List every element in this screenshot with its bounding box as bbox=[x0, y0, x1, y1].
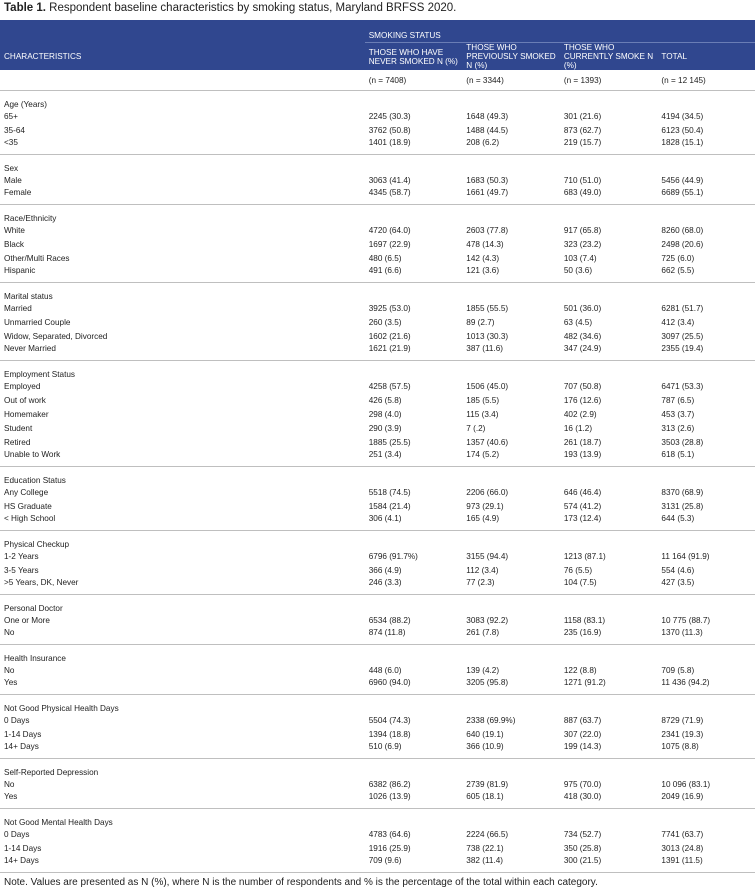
cell-previously-smoked: 185 (5.5) bbox=[466, 395, 500, 405]
cell-characteristic: 0 Days bbox=[4, 715, 30, 725]
cell-currently-smoke: 574 (41.2) bbox=[563, 501, 602, 511]
table-row bbox=[0, 223, 755, 237]
cell-never-smoked: 5504 (74.3) bbox=[368, 715, 411, 725]
sample-size-total: (n = 12 145) bbox=[657, 70, 755, 91]
cell-never-smoked: 1026 (13.9) bbox=[365, 791, 463, 809]
cell-previously-smoked: 2206 (66.0) bbox=[466, 487, 509, 497]
cell-never-smoked: 6960 (94.0) bbox=[365, 677, 463, 695]
table-row bbox=[0, 343, 755, 361]
cell-previously-smoked: 115 (3.4) bbox=[466, 409, 499, 419]
cell-total: 453 (3.7) bbox=[661, 409, 695, 419]
cell-currently-smoke: 261 (18.7) bbox=[563, 437, 602, 447]
baseline-characteristics-table bbox=[0, 20, 755, 873]
cell-currently-smoke: 103 (7.4) bbox=[563, 253, 597, 263]
cell-characteristic: One or More bbox=[4, 615, 50, 625]
cell-previously-smoked: 478 (14.3) bbox=[466, 239, 504, 249]
group-title: Race/Ethnicity bbox=[4, 214, 57, 223]
cell-never-smoked: 6796 (91.7%) bbox=[368, 551, 418, 561]
group-title: Physical Checkup bbox=[4, 540, 70, 549]
table-row bbox=[0, 435, 755, 449]
cell-previously-smoked: 605 (18.1) bbox=[462, 791, 560, 809]
cell-total: 11 164 (91.9) bbox=[661, 551, 710, 561]
group-title: Not Good Mental Health Days bbox=[4, 818, 113, 827]
cell-previously-smoked: 1661 (49.7) bbox=[462, 187, 560, 205]
cell-characteristic: 35-64 bbox=[4, 125, 25, 135]
cell-never-smoked: 1401 (18.9) bbox=[365, 137, 463, 155]
cell-previously-smoked: 7 (.2) bbox=[466, 423, 486, 433]
cell-total: 662 (5.5) bbox=[657, 265, 755, 283]
cell-total: 1391 (11.5) bbox=[657, 855, 755, 873]
cell-currently-smoke: 734 (52.7) bbox=[563, 829, 602, 839]
cell-characteristic: <35 bbox=[0, 137, 365, 155]
cell-currently-smoke: 350 (25.8) bbox=[563, 843, 602, 853]
group-header-row bbox=[0, 91, 755, 110]
cell-previously-smoked: 3083 (92.2) bbox=[466, 615, 509, 625]
cell-total: 7741 (63.7) bbox=[661, 829, 704, 839]
cell-total: 412 (3.4) bbox=[661, 317, 695, 327]
sample-size-currently: (n = 1393) bbox=[560, 70, 658, 91]
cell-never-smoked: 510 (6.9) bbox=[365, 741, 463, 759]
cell-currently-smoke: 1213 (87.1) bbox=[563, 551, 606, 561]
cell-currently-smoke: 482 (34.6) bbox=[563, 331, 602, 341]
cell-characteristic: 3-5 Years bbox=[4, 565, 39, 575]
cell-total: 709 (5.8) bbox=[661, 665, 695, 675]
cell-total: 5456 (44.9) bbox=[661, 175, 704, 185]
cell-never-smoked: 4720 (64.0) bbox=[368, 225, 411, 235]
group-header-row bbox=[0, 645, 755, 664]
cell-total: 8729 (71.9) bbox=[661, 715, 704, 725]
table-row bbox=[0, 449, 755, 467]
cell-previously-smoked: 2739 (81.9) bbox=[466, 779, 509, 789]
cell-never-smoked: 874 (11.8) bbox=[365, 627, 463, 645]
cell-characteristic: Homemaker bbox=[4, 409, 49, 419]
cell-currently-smoke: 219 (15.7) bbox=[560, 137, 658, 155]
cell-currently-smoke: 975 (70.0) bbox=[563, 779, 602, 789]
cell-total: 6471 (53.3) bbox=[661, 381, 704, 391]
cell-never-smoked: 5518 (74.5) bbox=[368, 487, 411, 497]
table-row bbox=[0, 777, 755, 791]
cell-total: 2498 (20.6) bbox=[661, 239, 704, 249]
table-row bbox=[0, 841, 755, 855]
table-row bbox=[0, 187, 755, 205]
cell-total: 554 (4.6) bbox=[661, 565, 695, 575]
cell-currently-smoke: 707 (50.8) bbox=[563, 381, 602, 391]
cell-never-smoked: 1621 (21.9) bbox=[365, 343, 463, 361]
cell-characteristic: Hispanic bbox=[0, 265, 365, 283]
column-header-previously-smoked: THOSE WHO PREVIOUSLY SMOKED N (%) bbox=[462, 43, 560, 71]
cell-currently-smoke: 710 (51.0) bbox=[563, 175, 602, 185]
cell-characteristic: Out of work bbox=[4, 395, 46, 405]
cell-currently-smoke: 323 (23.2) bbox=[563, 239, 602, 249]
cell-previously-smoked: 2603 (77.8) bbox=[466, 225, 509, 235]
cell-never-smoked: 2245 (30.3) bbox=[368, 111, 411, 121]
cell-characteristic: Any College bbox=[4, 487, 49, 497]
table-row bbox=[0, 791, 755, 809]
table-row bbox=[0, 549, 755, 563]
cell-currently-smoke: 873 (62.7) bbox=[563, 125, 602, 135]
cell-previously-smoked: 640 (19.1) bbox=[466, 729, 504, 739]
cell-previously-smoked: 2338 (69.9%) bbox=[466, 715, 516, 725]
cell-never-smoked: 491 (6.6) bbox=[365, 265, 463, 283]
cell-currently-smoke: 122 (8.8) bbox=[563, 665, 597, 675]
cell-currently-smoke: 887 (63.7) bbox=[563, 715, 602, 725]
group-header-row bbox=[0, 759, 755, 778]
cell-currently-smoke: 1271 (91.2) bbox=[560, 677, 658, 695]
table-row bbox=[0, 727, 755, 741]
table-row bbox=[0, 513, 755, 531]
cell-characteristic: Black bbox=[4, 239, 25, 249]
group-title: Self-Reported Depression bbox=[4, 768, 99, 777]
cell-total: 1370 (11.3) bbox=[657, 627, 755, 645]
cell-never-smoked: 1602 (21.6) bbox=[368, 331, 411, 341]
cell-currently-smoke: 176 (12.6) bbox=[563, 395, 602, 405]
cell-currently-smoke: 501 (36.0) bbox=[563, 303, 602, 313]
cell-total: 427 (3.5) bbox=[657, 577, 755, 595]
cell-never-smoked: 448 (6.0) bbox=[368, 665, 402, 675]
cell-never-smoked: 1916 (25.9) bbox=[368, 843, 411, 853]
cell-currently-smoke: 50 (3.6) bbox=[560, 265, 658, 283]
cell-never-smoked: 1697 (22.9) bbox=[368, 239, 411, 249]
table-row bbox=[0, 827, 755, 841]
table-row bbox=[0, 137, 755, 155]
cell-never-smoked: 6382 (86.2) bbox=[368, 779, 411, 789]
cell-never-smoked: 366 (4.9) bbox=[368, 565, 402, 575]
cell-characteristic: Widow, Separated, Divorced bbox=[4, 331, 108, 341]
cell-total: 8370 (68.9) bbox=[661, 487, 704, 497]
cell-characteristic: Student bbox=[4, 423, 33, 433]
cell-total: 11 436 (94.2) bbox=[657, 677, 755, 695]
table-row bbox=[0, 421, 755, 435]
group-header-row bbox=[0, 155, 755, 174]
table-row bbox=[0, 329, 755, 343]
cell-characteristic: No bbox=[0, 627, 365, 645]
group-header-row bbox=[0, 205, 755, 224]
cell-currently-smoke: 917 (65.8) bbox=[563, 225, 602, 235]
cell-previously-smoked: 1683 (50.3) bbox=[466, 175, 509, 185]
cell-never-smoked: 251 (3.4) bbox=[365, 449, 463, 467]
cell-previously-smoked: 139 (4.2) bbox=[466, 665, 500, 675]
column-header-currently-smoke: THOSE WHO CURRENTLY SMOKE N (%) bbox=[560, 43, 658, 71]
cell-currently-smoke: 683 (49.0) bbox=[560, 187, 658, 205]
cell-characteristic: >5 Years, DK, Never bbox=[0, 577, 365, 595]
table-footnote: Note. Values are presented as N (%), where N is the number of respondents and % is the percentage of the total within each category. bbox=[4, 877, 598, 888]
cell-previously-smoked: 1357 (40.6) bbox=[466, 437, 509, 447]
cell-total: 6281 (51.7) bbox=[661, 303, 704, 313]
cell-never-smoked: 4345 (58.7) bbox=[365, 187, 463, 205]
cell-characteristic: No bbox=[4, 779, 15, 789]
table-row bbox=[0, 173, 755, 187]
table-row bbox=[0, 265, 755, 283]
cell-characteristic: Female bbox=[0, 187, 365, 205]
cell-previously-smoked: 382 (11.4) bbox=[462, 855, 560, 873]
table-row bbox=[0, 499, 755, 513]
cell-never-smoked: 4783 (64.6) bbox=[368, 829, 411, 839]
cell-total: 618 (5.1) bbox=[657, 449, 755, 467]
table-row bbox=[0, 109, 755, 123]
table-row bbox=[0, 627, 755, 645]
cell-currently-smoke: 1158 (83.1) bbox=[563, 615, 606, 625]
cell-characteristic: Unmarried Couple bbox=[4, 317, 71, 327]
cell-previously-smoked: 77 (2.3) bbox=[462, 577, 560, 595]
cell-currently-smoke: 301 (21.6) bbox=[563, 111, 602, 121]
column-header-total: TOTAL bbox=[657, 43, 755, 71]
cell-previously-smoked: 208 (6.2) bbox=[462, 137, 560, 155]
table-row bbox=[0, 663, 755, 677]
group-header-row bbox=[0, 809, 755, 828]
cell-total: 6689 (55.1) bbox=[657, 187, 755, 205]
table-caption-label: Table 1. bbox=[4, 2, 46, 14]
cell-characteristic: Male bbox=[4, 175, 22, 185]
cell-characteristic: 1-14 Days bbox=[4, 729, 42, 739]
table-row bbox=[0, 577, 755, 595]
header-blank-cell bbox=[0, 20, 365, 43]
cell-never-smoked: 1584 (21.4) bbox=[368, 501, 411, 511]
group-title: Age (Years) bbox=[4, 100, 47, 109]
cell-previously-smoked: 165 (4.9) bbox=[462, 513, 560, 531]
cell-never-smoked: 3762 (50.8) bbox=[368, 125, 411, 135]
cell-never-smoked: 306 (4.1) bbox=[365, 513, 463, 531]
cell-previously-smoked: 3155 (94.4) bbox=[466, 551, 509, 561]
table-row bbox=[0, 237, 755, 251]
cell-characteristic: Yes bbox=[0, 791, 365, 809]
cell-currently-smoke: 16 (1.2) bbox=[563, 423, 593, 433]
cell-currently-smoke: 63 (4.5) bbox=[563, 317, 593, 327]
cell-never-smoked: 480 (6.5) bbox=[368, 253, 402, 263]
cell-currently-smoke: 235 (16.9) bbox=[560, 627, 658, 645]
header-group-row bbox=[0, 20, 755, 43]
table-row bbox=[0, 713, 755, 727]
table-row bbox=[0, 123, 755, 137]
cell-never-smoked: 426 (5.8) bbox=[368, 395, 402, 405]
group-title: Not Good Physical Health Days bbox=[4, 704, 119, 713]
cell-previously-smoked: 142 (4.3) bbox=[466, 253, 500, 263]
table-row bbox=[0, 855, 755, 873]
table-caption bbox=[4, 2, 456, 14]
cell-total: 1828 (15.1) bbox=[657, 137, 755, 155]
table-row bbox=[0, 485, 755, 499]
cell-previously-smoked: 1648 (49.3) bbox=[466, 111, 509, 121]
cell-total: 8260 (68.0) bbox=[661, 225, 704, 235]
cell-never-smoked: 6534 (88.2) bbox=[368, 615, 411, 625]
cell-characteristic: 1-14 Days bbox=[4, 843, 42, 853]
cell-total: 787 (6.5) bbox=[661, 395, 695, 405]
group-header-row bbox=[0, 531, 755, 550]
cell-characteristic: 65+ bbox=[4, 111, 18, 121]
group-header-row bbox=[0, 467, 755, 486]
cell-characteristic: Yes bbox=[0, 677, 365, 695]
table-row bbox=[0, 677, 755, 695]
table-row bbox=[0, 407, 755, 421]
cell-characteristic: White bbox=[4, 225, 25, 235]
cell-total: 3097 (25.5) bbox=[661, 331, 704, 341]
column-header-never-smoked: THOSE WHO HAVE NEVER SMOKED N (%) bbox=[365, 43, 463, 71]
cell-previously-smoked: 366 (10.9) bbox=[462, 741, 560, 759]
cell-currently-smoke: 300 (21.5) bbox=[560, 855, 658, 873]
cell-characteristic: Never Married bbox=[0, 343, 365, 361]
cell-previously-smoked: 261 (7.8) bbox=[462, 627, 560, 645]
cell-previously-smoked: 387 (11.6) bbox=[462, 343, 560, 361]
cell-never-smoked: 246 (3.3) bbox=[365, 577, 463, 595]
group-header-row bbox=[0, 595, 755, 614]
cell-previously-smoked: 121 (3.6) bbox=[462, 265, 560, 283]
group-title: Education Status bbox=[4, 476, 66, 485]
cell-currently-smoke: 646 (46.4) bbox=[563, 487, 602, 497]
table-row bbox=[0, 613, 755, 627]
cell-previously-smoked: 1506 (45.0) bbox=[466, 381, 509, 391]
cell-characteristic: Married bbox=[4, 303, 32, 313]
cell-total: 3131 (25.8) bbox=[661, 501, 704, 511]
cell-characteristic: Unable to Work bbox=[0, 449, 365, 467]
cell-total: 1075 (8.8) bbox=[657, 741, 755, 759]
cell-previously-smoked: 3205 (95.8) bbox=[462, 677, 560, 695]
cell-total: 4194 (34.5) bbox=[661, 111, 704, 121]
cell-previously-smoked: 174 (5.2) bbox=[462, 449, 560, 467]
cell-currently-smoke: 402 (2.9) bbox=[563, 409, 597, 419]
group-title: Sex bbox=[4, 164, 19, 173]
cell-previously-smoked: 1013 (30.3) bbox=[466, 331, 509, 341]
cell-characteristic: 14+ Days bbox=[0, 741, 365, 759]
cell-never-smoked: 298 (4.0) bbox=[368, 409, 402, 419]
cell-previously-smoked: 1855 (55.5) bbox=[466, 303, 509, 313]
cell-total: 10 096 (83.1) bbox=[661, 779, 711, 789]
cell-currently-smoke: 199 (14.3) bbox=[560, 741, 658, 759]
cell-characteristic: Employed bbox=[4, 381, 41, 391]
group-header-row bbox=[0, 283, 755, 302]
table-body bbox=[0, 70, 755, 873]
cell-never-smoked: 290 (3.9) bbox=[368, 423, 402, 433]
cell-previously-smoked: 1488 (44.5) bbox=[466, 125, 509, 135]
cell-currently-smoke: 307 (22.0) bbox=[563, 729, 602, 739]
cell-characteristic: Retired bbox=[4, 437, 31, 447]
cell-never-smoked: 1394 (18.8) bbox=[368, 729, 411, 739]
table-row bbox=[0, 563, 755, 577]
cell-never-smoked: 3925 (53.0) bbox=[368, 303, 411, 313]
table-row bbox=[0, 315, 755, 329]
cell-previously-smoked: 112 (3.4) bbox=[466, 565, 499, 575]
table-row bbox=[0, 393, 755, 407]
column-header-characteristics: CHARACTERISTICS bbox=[0, 43, 365, 71]
table-row bbox=[0, 741, 755, 759]
cell-total: 2355 (19.4) bbox=[657, 343, 755, 361]
cell-currently-smoke: 347 (24.9) bbox=[560, 343, 658, 361]
cell-previously-smoked: 89 (2.7) bbox=[466, 317, 495, 327]
sample-size-row bbox=[0, 70, 755, 91]
cell-characteristic: 0 Days bbox=[4, 829, 30, 839]
cell-previously-smoked: 738 (22.1) bbox=[466, 843, 504, 853]
cell-characteristic: 14+ Days bbox=[0, 855, 365, 873]
smoking-status-group-header: SMOKING STATUS bbox=[365, 20, 755, 43]
group-title: Health Insurance bbox=[4, 654, 66, 663]
group-title: Employment Status bbox=[4, 370, 75, 379]
sample-size-never: (n = 7408) bbox=[365, 70, 463, 91]
table-row bbox=[0, 379, 755, 393]
cell-never-smoked: 709 (9.6) bbox=[365, 855, 463, 873]
cell-total: 6123 (50.4) bbox=[661, 125, 704, 135]
table-row bbox=[0, 301, 755, 315]
group-header-row bbox=[0, 695, 755, 714]
cell-currently-smoke: 418 (30.0) bbox=[560, 791, 658, 809]
cell-currently-smoke: 76 (5.5) bbox=[563, 565, 593, 575]
cell-never-smoked: 260 (3.5) bbox=[368, 317, 402, 327]
sample-size-label-cell bbox=[0, 70, 365, 91]
cell-never-smoked: 1885 (25.5) bbox=[368, 437, 411, 447]
group-header-row bbox=[0, 361, 755, 380]
cell-total: 644 (5.3) bbox=[657, 513, 755, 531]
cell-characteristic: Other/Multi Races bbox=[4, 253, 70, 263]
cell-never-smoked: 4258 (57.5) bbox=[368, 381, 411, 391]
sample-size-previously: (n = 3344) bbox=[462, 70, 560, 91]
cell-currently-smoke: 193 (13.9) bbox=[560, 449, 658, 467]
cell-total: 10 775 (88.7) bbox=[661, 615, 711, 625]
group-title: Personal Doctor bbox=[4, 604, 63, 613]
cell-characteristic: HS Graduate bbox=[4, 501, 52, 511]
cell-never-smoked: 3063 (41.4) bbox=[368, 175, 411, 185]
cell-total: 2049 (16.9) bbox=[657, 791, 755, 809]
cell-characteristic: < High School bbox=[0, 513, 365, 531]
cell-currently-smoke: 173 (12.4) bbox=[560, 513, 658, 531]
cell-characteristic: No bbox=[4, 665, 15, 675]
header-column-row bbox=[0, 43, 755, 71]
table-row bbox=[0, 251, 755, 265]
table-caption-text: Respondent baseline characteristics by smoking status, Maryland BRFSS 2020. bbox=[49, 2, 457, 14]
cell-previously-smoked: 2224 (66.5) bbox=[466, 829, 509, 839]
cell-total: 3503 (28.8) bbox=[661, 437, 704, 447]
cell-total: 725 (6.0) bbox=[661, 253, 695, 263]
cell-total: 2341 (19.3) bbox=[661, 729, 704, 739]
cell-characteristic: 1-2 Years bbox=[4, 551, 39, 561]
group-title: Marital status bbox=[4, 292, 53, 301]
cell-total: 3013 (24.8) bbox=[661, 843, 704, 853]
cell-total: 313 (2.6) bbox=[661, 423, 695, 433]
cell-currently-smoke: 104 (7.5) bbox=[560, 577, 658, 595]
cell-previously-smoked: 973 (29.1) bbox=[466, 501, 504, 511]
